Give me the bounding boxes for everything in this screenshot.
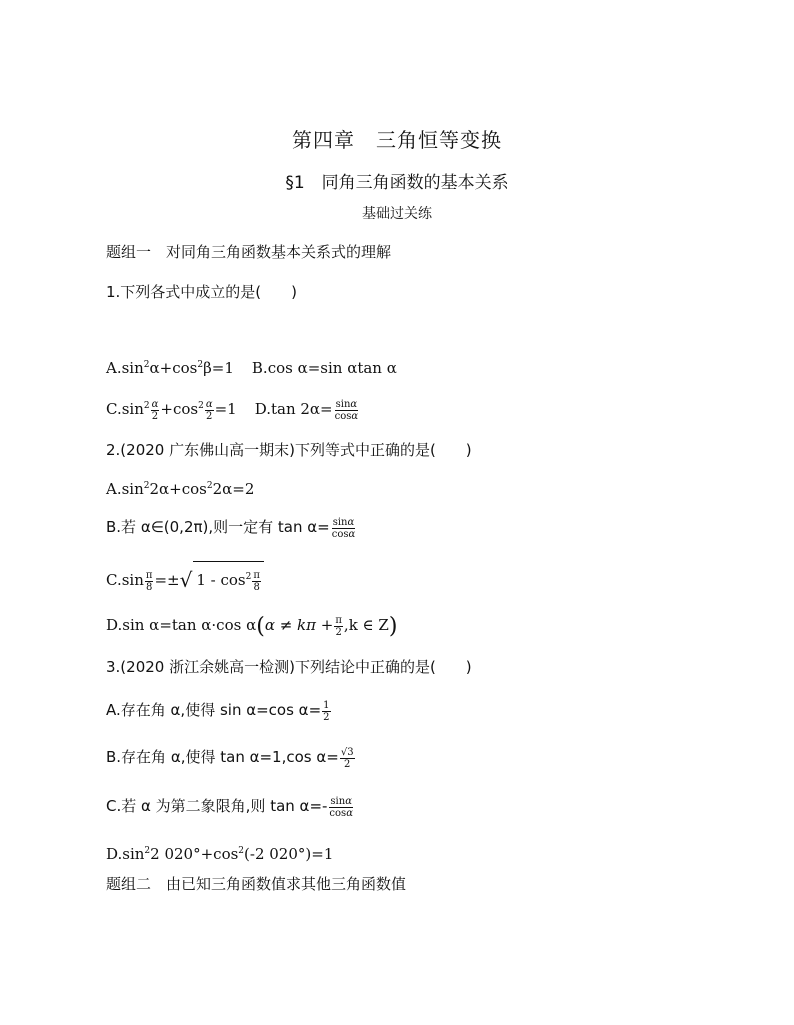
q1-c-frac1: $\frac{\alpha}{2}$ xyxy=(151,398,159,422)
q1-a-alpha: α xyxy=(149,359,160,377)
q1-a-exp1: 2 xyxy=(143,360,150,370)
q3-option-b: B.存在角 α,使得 tan α=1,cos α= $\frac{√3}{2}$ xyxy=(106,746,354,770)
q3-option-d: $D.\sin^22$ $020^\circ+\cos^2(-2$ 020°)=1 xyxy=(106,845,334,863)
q1-a-cos: cos xyxy=(172,359,198,377)
q1-c-plus: + xyxy=(160,400,173,418)
q1-c-exp2: 2 xyxy=(198,401,204,411)
q3-a-frac: $\frac{1}{2}$ xyxy=(323,699,330,723)
q2-stem: 2.(2020 广东佛山高一期末)下列等式中正确的是( ) xyxy=(106,441,472,459)
q1-d-label: D. xyxy=(254,400,271,418)
q2-option-b: B.若 α∈(0,2π),则一定有 tan α= $\frac{\sin\alpha}{\cos\alpha}$ xyxy=(106,516,356,540)
q2-option-c: C.sin $\frac{\pi}{8}$ =±√ $1 - \cos^2$ $\frac{\pi}{8}$ xyxy=(106,561,264,595)
q3-b-frac: $\frac{√3}{2}$ xyxy=(340,746,354,770)
q2-option-d: D.sin α=tan α·cos α(α ≠ kπ + $\frac{\pi}{2}$ ,k ∈ Z) xyxy=(106,614,398,639)
q1-c-sin: sin xyxy=(121,400,144,418)
q3-c-frac: $\frac{\sin\alpha}{\cos\alpha}$ xyxy=(329,795,353,819)
q2-d-frac: $\frac{\pi}{2}$ xyxy=(335,614,342,638)
sqrt-sign-icon: √ xyxy=(179,568,193,592)
q1-stem: 1.下列各式中成立的是( ) xyxy=(106,283,298,301)
q1-c-frac2: $\frac{\alpha}{2}$ xyxy=(205,398,213,422)
q1-b-text: cos α=sin αtan α xyxy=(267,359,397,377)
group-one-heading: 题组一 对同角三角函数基本关系式的理解 xyxy=(106,243,392,261)
q1-options-ab xyxy=(106,355,397,378)
q3-option-a: A.存在角 α,使得 sin α=cos α= $\frac{1}{2}$ xyxy=(106,699,330,723)
q1-b-label: B. xyxy=(251,359,268,377)
section-title: §1 同角三角函数的基本关系 xyxy=(285,173,509,193)
q1-c-label: C. xyxy=(106,400,122,418)
q3-option-c: C.若 α 为第二象限角,则 tan α=- $\frac{\sin\alpha}{\cos\alpha}$ xyxy=(106,795,353,819)
q1-a-sin: sin xyxy=(121,359,144,377)
left-paren-icon: ( xyxy=(256,614,265,639)
q1-c-exp1: 2 xyxy=(143,401,150,411)
q1-a-plus: + xyxy=(159,359,173,377)
subtitle: 基础过关练 xyxy=(362,206,432,222)
q3-stem: 3.(2020 浙江余姚高一检测)下列结论中正确的是( ) xyxy=(106,658,472,676)
q1-c-cos: cos xyxy=(172,400,199,418)
q2-c-radicand: $1 - \cos^2$ $\frac{\pi}{8}$ xyxy=(193,561,264,595)
q1-a-exp2: 2 xyxy=(197,360,204,370)
q2-c-frac: $\frac{\pi}{8}$ xyxy=(145,569,153,593)
q1-a-eq: =1 xyxy=(211,359,234,377)
chapter-title: 第四章 三角恒等变换 xyxy=(292,128,502,152)
q1-options-cd xyxy=(106,393,360,422)
group-two-heading: 题组二 由已知三角函数值求其他三角函数值 xyxy=(106,875,407,893)
right-paren-icon: ) xyxy=(388,614,398,639)
q1-a-beta: β xyxy=(203,359,212,377)
q1-c-eq: =1 xyxy=(214,400,237,418)
q1-d-text: tan 2α= xyxy=(270,400,333,418)
q1-d-frac: $\frac{\sin\alpha}{\cos\alpha}$ xyxy=(334,398,359,422)
q2-option-a: $A.\sin^22\alpha+\cos^22\alpha=2$ xyxy=(106,480,255,498)
q1-a-label: A. xyxy=(106,359,122,377)
q2-b-frac: $\frac{\sin\alpha}{\cos\alpha}$ xyxy=(331,516,356,540)
